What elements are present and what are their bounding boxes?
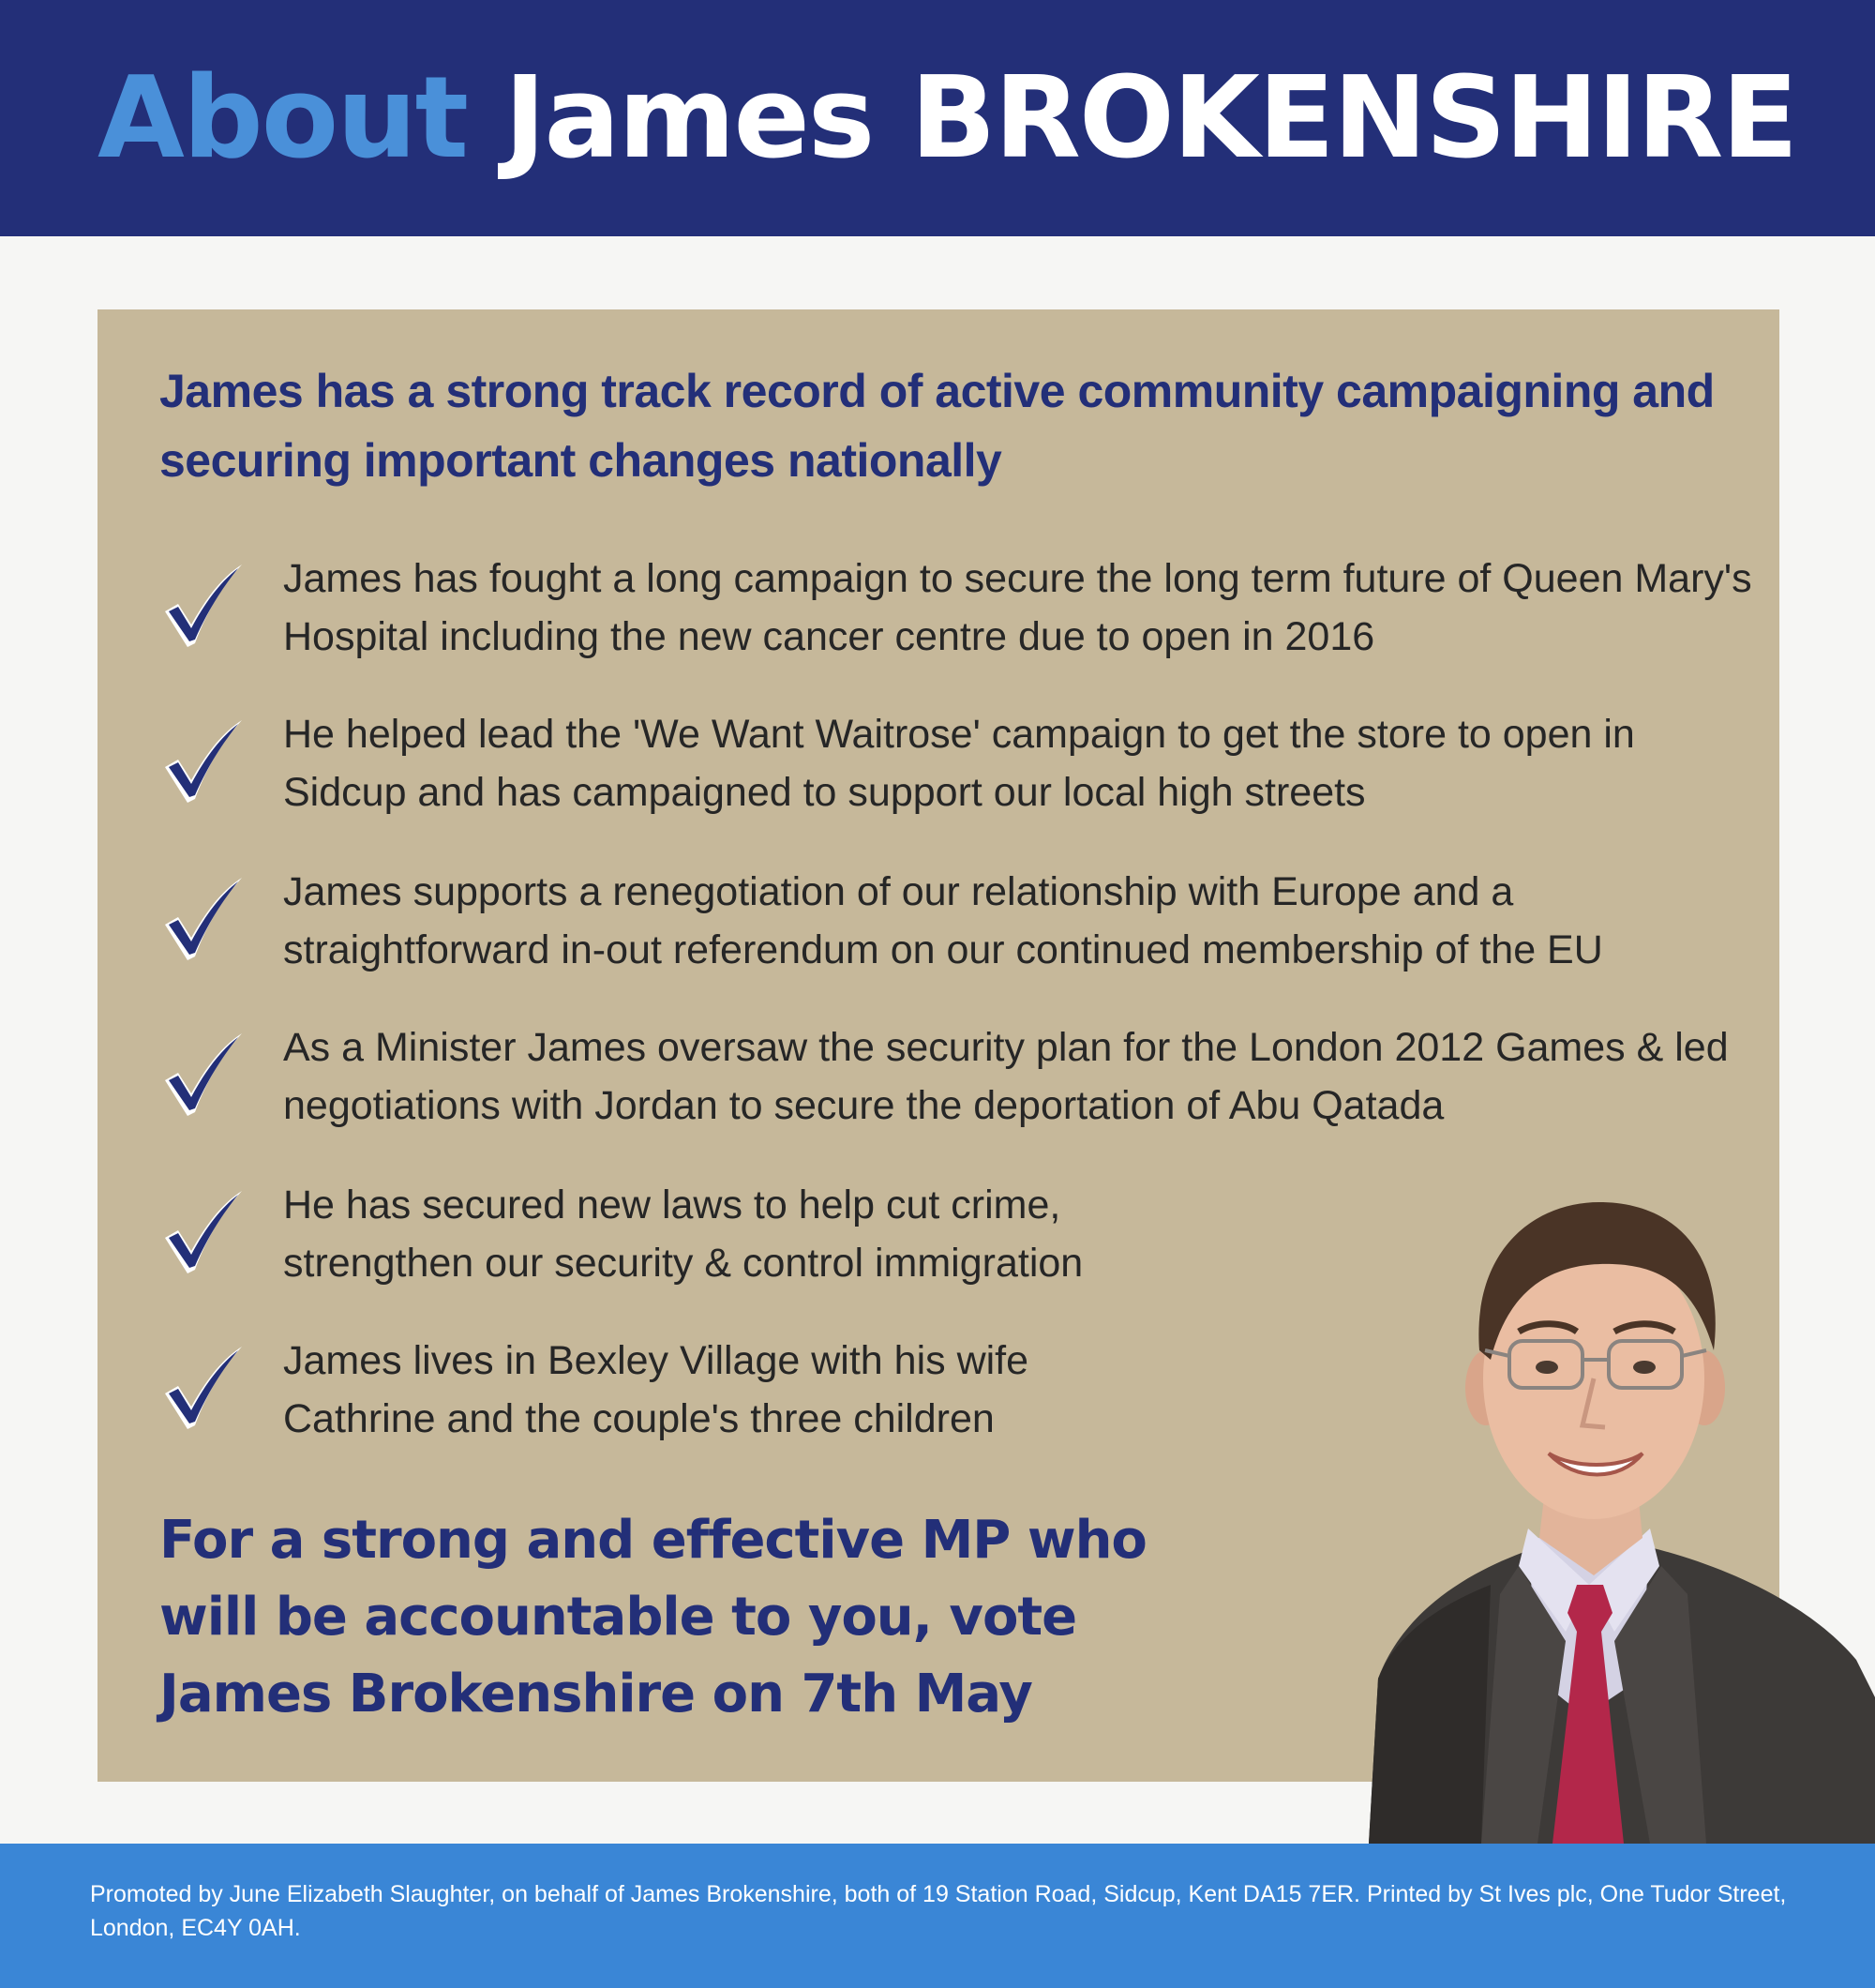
list-item-text: He has secured new laws to help cut crime, strengthen our security & control immigration: [283, 1182, 1084, 1286]
title-name: James BROKENSHIRE: [503, 53, 1797, 184]
checkmark-icon: [159, 1345, 246, 1431]
checkmark-icon: [159, 563, 246, 649]
closing-statement: For a strong and effective MP who will be accountable to you, vote James Brokenshire on 7th May: [159, 1510, 1147, 1724]
checkmark-icon: [159, 1189, 246, 1275]
checkmark-icon: [159, 876, 246, 962]
imprint-text: Promoted by June Elizabeth Slaughter, on behalf of James Brokenshire, both of 19 Station Road, Sidcup, Kent DA15 7ER. Printed by St Ives plc, One Tudor Street, London, EC4Y 0AH.: [90, 1881, 1787, 1941]
list-item-text: As a Minister James oversaw the security plan for the London 2012 Games & led negotiations with Jordan to secure the deportation of Abu Qatada: [283, 1025, 1729, 1128]
list-item-text: James supports a renegotiation of our relationship with Europe and a straightforward in-out referendum on our continued membership of the EU: [283, 869, 1603, 972]
title-highlight: About: [98, 53, 468, 184]
page-title: [98, 49, 1796, 189]
list-item: [159, 705, 1772, 846]
list-item: [159, 550, 1772, 690]
checkmark-icon: [159, 1032, 246, 1118]
footer-banner: [0, 1844, 1875, 1988]
candidate-photo: [1369, 1191, 1875, 1844]
list-item-text: James lives in Bexley Village with his wife Cathrine and the couple's three children: [283, 1338, 1029, 1441]
list-item: [159, 863, 1772, 1003]
list-item: [159, 1018, 1772, 1159]
portrait-illustration: [1369, 1191, 1875, 1844]
checkmark-icon: [159, 718, 246, 805]
list-item-text: He helped lead the 'We Want Waitrose' campaign to get the store to open in Sidcup and has campaigned to support our local high streets: [283, 712, 1635, 815]
intro-heading: James has a strong track record of active community campaigning and securing important changes nationally: [159, 365, 1715, 487]
header-banner: [0, 0, 1875, 236]
list-item-text: James has fought a long campaign to secure the long term future of Queen Mary's Hospital including the new cancer centre due to open in 2016: [283, 556, 1752, 659]
